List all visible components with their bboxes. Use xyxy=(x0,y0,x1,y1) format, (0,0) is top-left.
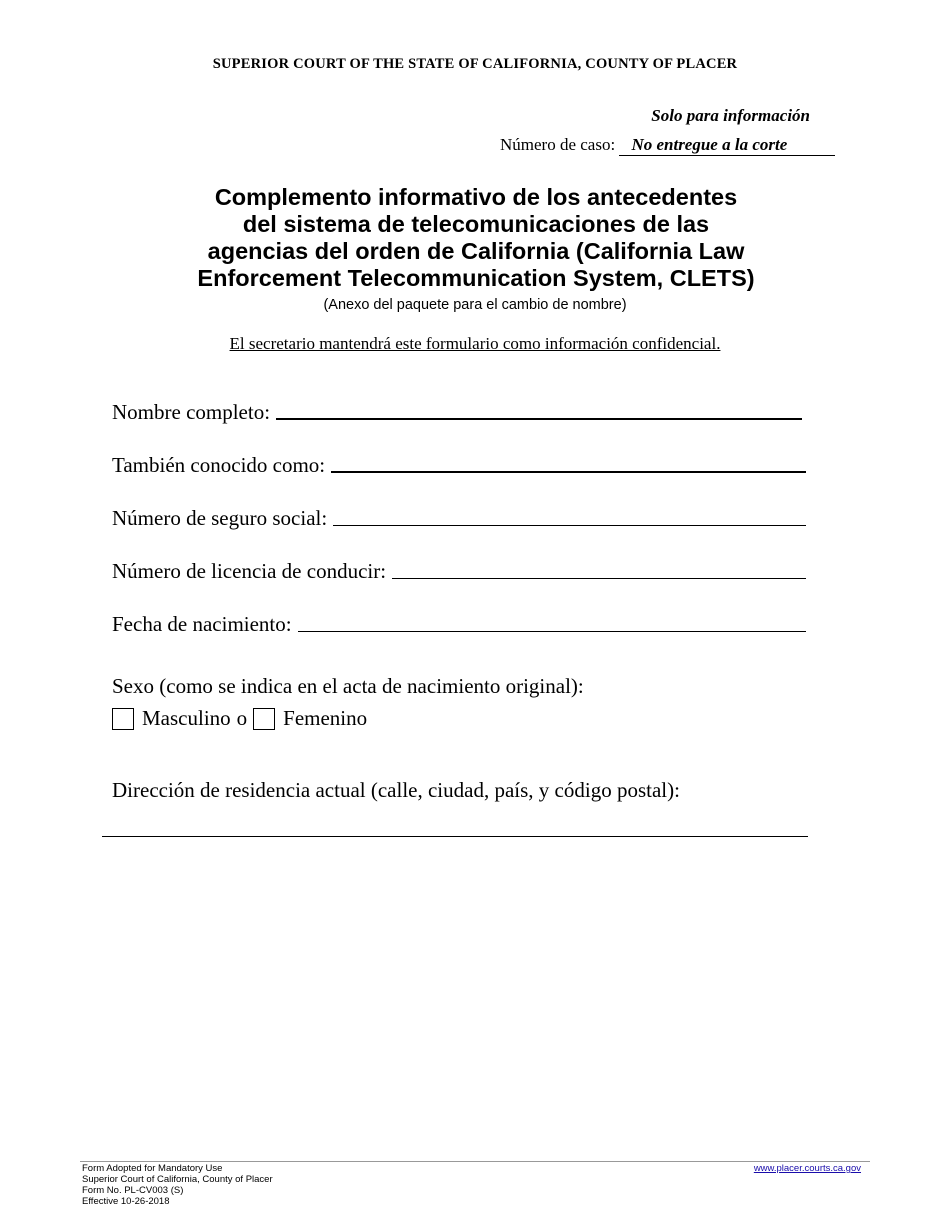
court-website-link[interactable]: www.placer.courts.ca.gov xyxy=(753,1163,861,1174)
ssn-input[interactable] xyxy=(333,524,806,526)
aka-input[interactable] xyxy=(331,470,806,473)
dob-row xyxy=(112,612,806,637)
full-name-label: Nombre completo: xyxy=(112,400,271,424)
footer-line: Form Adopted for Mandatory Use xyxy=(82,1163,223,1174)
title-line: Complemento informativo de los antecedentes xyxy=(214,184,738,210)
full-name-row xyxy=(112,400,802,425)
ssn-label: Número de seguro social: xyxy=(112,506,328,530)
court-header: SUPERIOR COURT OF THE STATE OF CALIFORNIA, COUNTY OF PLACER xyxy=(212,56,738,72)
case-number-label: Número de caso: xyxy=(500,135,616,154)
title-line: agencias del orden de California (California Law xyxy=(207,238,745,264)
full-name-input[interactable] xyxy=(276,417,802,420)
footer-line: Form No. PL-CV003 (S) xyxy=(82,1185,184,1196)
case-number-field[interactable]: No entregue a la corte xyxy=(619,135,835,156)
title-line: Enforcement Telecommunication System, CLETS) xyxy=(197,265,755,291)
footer-line: Effective 10-26-2018 xyxy=(82,1196,170,1207)
male-checkbox[interactable] xyxy=(112,708,134,730)
sex-options xyxy=(112,706,367,731)
license-label: Número de licencia de conducir: xyxy=(112,559,387,583)
form-subtitle: (Anexo del paquete para el cambio de nombre) xyxy=(323,297,627,313)
sex-label: Sexo (como se indica en el acta de nacimiento original): xyxy=(112,674,584,698)
aka-label: También conocido como: xyxy=(112,453,326,477)
address-label: Dirección de residencia actual (calle, ciudad, país, y código postal): xyxy=(112,778,680,802)
info-only-notice: Solo para información xyxy=(651,106,810,125)
footer-divider xyxy=(80,1161,870,1162)
footer-info xyxy=(82,1163,273,1207)
female-label: Femenino xyxy=(283,706,368,730)
address-input[interactable] xyxy=(102,836,808,837)
footer-line: Superior Court of California, County of Placer xyxy=(82,1174,273,1185)
aka-row xyxy=(112,453,806,478)
female-checkbox[interactable] xyxy=(253,708,275,730)
male-label: Masculino xyxy=(142,706,231,730)
license-input[interactable] xyxy=(392,577,806,579)
dob-input[interactable] xyxy=(298,630,806,632)
dob-label: Fecha de nacimiento: xyxy=(112,612,292,636)
or-connector: o xyxy=(236,706,248,730)
case-number-row xyxy=(500,135,835,156)
confidential-text: El secretario mantendrá este formulario como información confidencial. xyxy=(229,334,721,353)
license-row xyxy=(112,559,806,584)
title-line: del sistema de telecomunicaciones de las xyxy=(242,211,710,237)
ssn-row xyxy=(112,506,806,531)
confidential-notice xyxy=(0,334,950,354)
form-title xyxy=(150,184,802,292)
